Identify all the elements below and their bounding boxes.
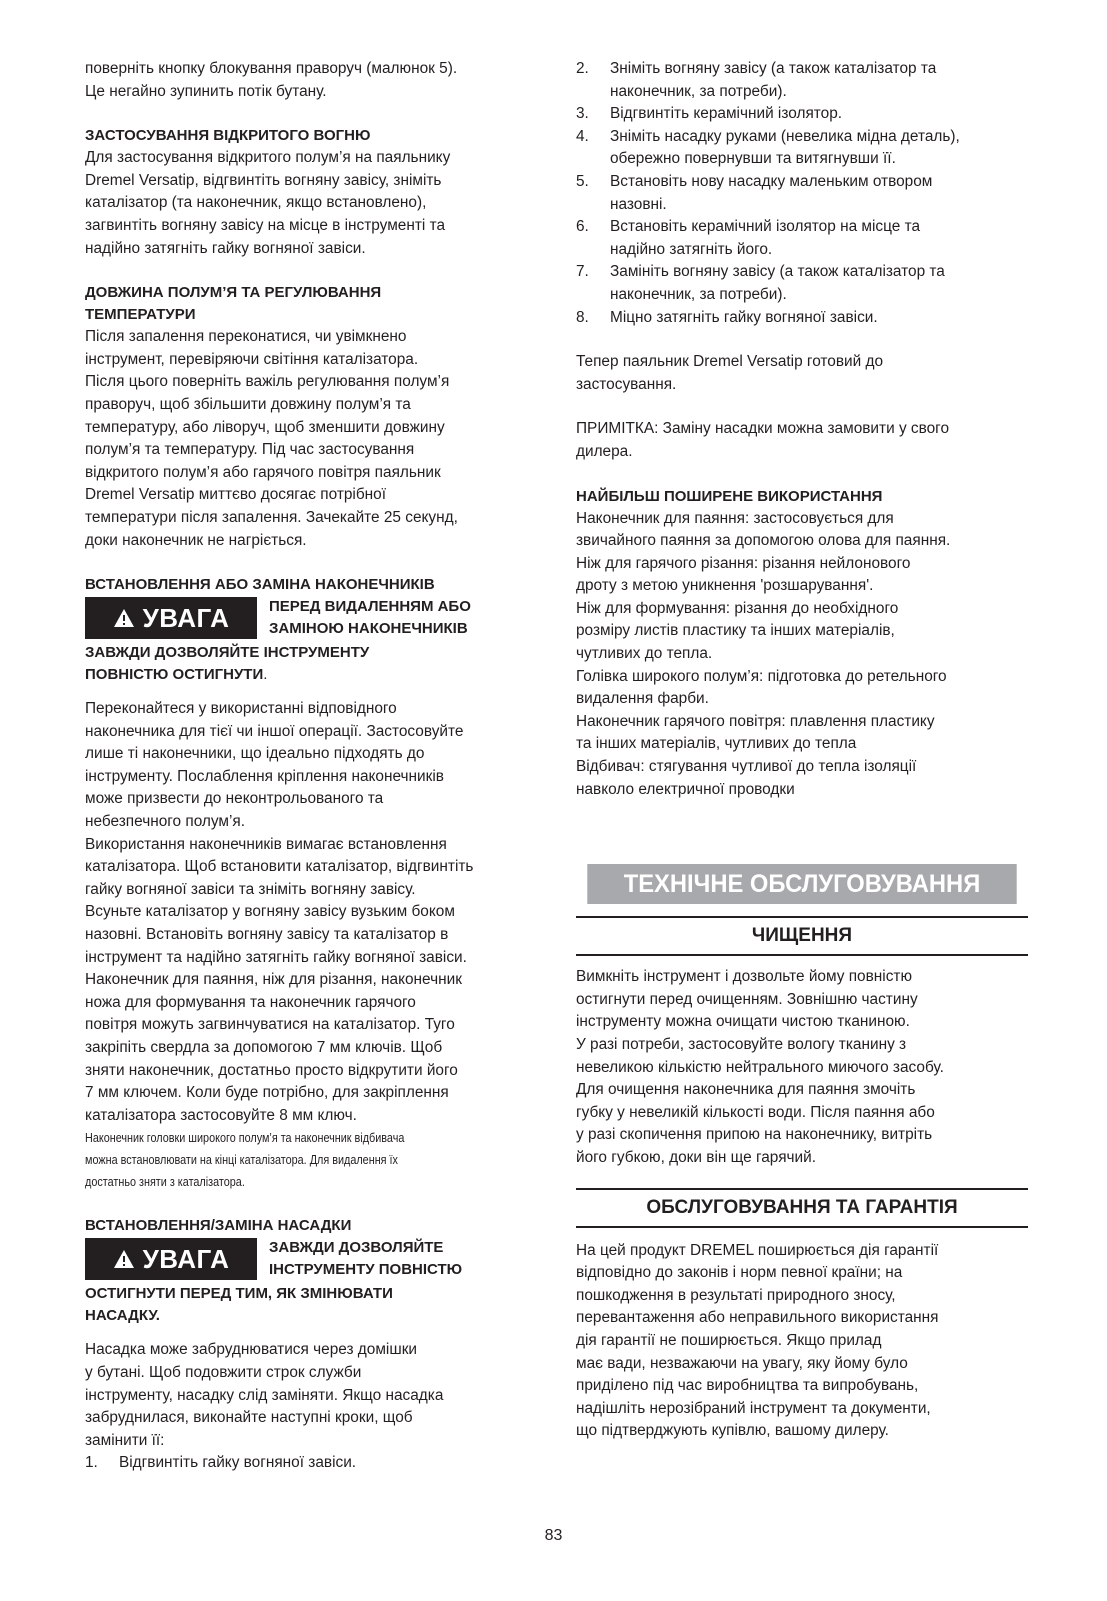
note-line: дилера.	[576, 442, 633, 460]
text-line: інструменту. Послаблення кріплення наконечників	[85, 767, 444, 785]
text-line: інструмент та надійно затягніть гайку вогняної завіси.	[85, 948, 467, 966]
text-line: Насадка може забруднюватися через домішки	[85, 1341, 418, 1359]
text-line: Всуньте каталізатор у вогняну завісу вузьким боком	[85, 903, 455, 921]
heading-flame-length: ДОВЖИНА ПОЛУМ’Я ТА РЕГУЛЮВАННЯ	[85, 284, 382, 302]
heading-flame-length: ТЕМПЕРАТУРИ	[85, 306, 196, 324]
text-line: приділено під час виробництва та випробувань,	[576, 1377, 919, 1395]
list-item	[576, 103, 1028, 126]
step-text-line: назовні.	[610, 195, 667, 213]
step-text-line: Встановіть керамічний ізолятор на місце та	[610, 218, 921, 236]
warning-triangle-icon	[113, 1249, 135, 1269]
text-line: Використання наконечників вимагає встановлення	[85, 835, 447, 853]
list-item	[576, 307, 1028, 330]
text-line: його губкою, доки він ще гарячий.	[576, 1148, 817, 1166]
small-note-line: достатньо зняти з каталізатора.	[85, 1175, 245, 1190]
warning-text-last: ПОВНІСТЮ ОСТИГНУТИ.	[85, 666, 268, 684]
text-line: закріпіть свердла за допомогою 7 мм ключів. Щоб	[85, 1039, 443, 1056]
text-line: доки наконечник не нагріється.	[85, 531, 307, 549]
warning-text: ЗАМІНОЮ НАКОНЕЧНИКІВ	[269, 620, 468, 638]
text-line: навколо електричної проводки	[576, 780, 795, 798]
warning-badge	[85, 1238, 257, 1280]
step-number: 4.	[576, 127, 589, 145]
warning-text: ЗАВЖДИ ДОЗВОЛЯЙТЕ	[269, 1239, 444, 1257]
text-line: наконечника для тієї чи іншої операції. Застосовуйте	[85, 722, 464, 740]
warning-text: ОСТИГНУТИ ПЕРЕД ТИМ, ЯК ЗМІНЮВАТИ	[85, 1285, 393, 1303]
steps-list	[576, 58, 1028, 329]
text-line: полум’я та температуру. Під час застосування	[85, 441, 415, 459]
text-line: зняти наконечник, достатньо просто відкрутити його	[85, 1061, 458, 1079]
text-line: каталізатора. Щоб встановити каталізатор, відгвинтіть	[85, 858, 474, 876]
steps-list	[85, 1452, 530, 1475]
text-line: забруднилася, виконайте наступні кроки, щоб	[85, 1409, 413, 1427]
text-line: інструменту можна очищати чистою тканиною.	[576, 1013, 910, 1031]
text-line: чутливих до тепла.	[576, 645, 713, 663]
step-text: Відгвинтіть гайку вогняної завіси.	[119, 1454, 357, 1472]
warning-triangle-icon	[113, 608, 135, 628]
text-line: Наконечник гарячого повітря: плавлення пластику	[576, 712, 935, 730]
text-line: Ніж для гарячого різання: різання нейлонового	[576, 554, 911, 572]
text-line: перевантаження або неправильного використання	[576, 1309, 939, 1327]
step-number: 6.	[576, 218, 589, 236]
step-text-line: наконечник, за потреби).	[610, 82, 787, 100]
text-line: остигнути перед очищенням. Зовнішню частину	[576, 990, 918, 1008]
text-line: Голівка широкого полум’я: підготовка до ретельного	[576, 667, 947, 685]
warning-label: УВАГА	[142, 1244, 230, 1275]
heading-warranty: ОБСЛУГОВУВАННЯ ТА ГАРАНТІЯ	[576, 1188, 1028, 1228]
warning-block	[85, 596, 530, 642]
text-line: відповідно до законів і норм певної країни; на	[576, 1264, 903, 1282]
warning-text-last: НАСАДКУ.	[85, 1307, 160, 1325]
text-line: має вади, незважаючи на увагу, яку йому було	[576, 1354, 908, 1372]
small-note-line: Наконечник головки широкого полум’я та наконечник відбивача	[85, 1131, 405, 1146]
text-line: каталізатор (та наконечник, якщо встановлено),	[85, 194, 427, 212]
text-line: відкритого полум’я або гарячого повітря паяльник	[85, 463, 441, 481]
text-line: ножа для формування та наконечник гарячого	[85, 993, 416, 1011]
text-line: інструменту, насадку слід заміняти. Якщо насадка	[85, 1386, 444, 1404]
text-line: замінити її:	[85, 1431, 165, 1449]
text-line: У разі потреби, застосовуйте вологу тканину з	[576, 1036, 907, 1053]
text-line: губку у невеликій кількості води. Після паяння або	[576, 1103, 935, 1121]
step-number: 7.	[576, 263, 589, 281]
heading-open-flame: ЗАСТОСУВАННЯ ВІДКРИТОГО ВОГНЮ	[85, 127, 371, 145]
warning-block	[85, 1237, 530, 1283]
left-column	[85, 58, 530, 1475]
step-text-line: Відгвинтіть керамічний ізолятор.	[610, 105, 843, 123]
text-line: пошкодження в результаті природного зносу,	[576, 1286, 896, 1304]
step-text	[610, 261, 945, 306]
heading-nozzle: ВСТАНОВЛЕННЯ/ЗАМІНА НАСАДКИ	[85, 1217, 352, 1235]
text-line: лише ті наконечники, що ідеально підходять до	[85, 745, 425, 763]
text-line: застосування.	[576, 375, 677, 393]
text-line: Тепер паяльник Dremel Versatip готовий до	[576, 353, 884, 371]
step-text	[610, 58, 936, 103]
heading-cleaning: ЧИЩЕННЯ	[576, 916, 1028, 956]
text-line: видалення фарби.	[576, 690, 709, 708]
text-line: дроту з метою уникнення 'розшарування'.	[576, 577, 874, 595]
step-number: 5.	[576, 172, 589, 190]
text-line: На цей продукт DREMEL поширюється дія гарантії	[576, 1241, 939, 1259]
text-line: Вимкніть інструмент і дозвольте йому повністю	[576, 968, 912, 986]
note-line: ПРИМІТКА: Заміну насадки можна замовити у свого	[576, 420, 950, 438]
step-text	[610, 307, 878, 330]
text-line: невеликою кількістю нейтрального миючого засобу.	[576, 1058, 944, 1076]
text-line: температуру, або ліворуч, щоб зменшити довжину	[85, 418, 445, 436]
intro-line: Це негайно зупинить потік бутану.	[85, 82, 327, 100]
text-line: праворуч, щоб збільшити довжину полум’я та	[85, 395, 411, 413]
text-line: Dremel Versatip миттєво досягає потрібної	[85, 486, 386, 504]
text-line: Наконечник для паяння, ніж для різання, наконечник	[85, 971, 462, 989]
warning-badge	[85, 597, 257, 639]
list-item	[576, 126, 1028, 171]
step-text	[610, 103, 842, 126]
text-line: Dremel Versatip, відгвинтіть вогняну завісу, зніміть	[85, 171, 442, 189]
warning-text: ПЕРЕД ВИДАЛЕННЯМ АБО	[269, 598, 471, 616]
page-number: 83	[544, 1527, 563, 1544]
text-line: 7 мм ключем. Коли буде потрібно, для закріплення	[85, 1084, 449, 1102]
text-line: у разі скопичення припою на наконечнику, витріть	[576, 1126, 933, 1144]
text-line: та інших матеріалів, чутливих до тепла	[576, 735, 857, 753]
text-line: Ніж для формування: різання до необхідного	[576, 599, 899, 617]
text-line: розміру листів пластику та інших матеріалів,	[576, 622, 895, 640]
step-text-line: наконечник, за потреби).	[610, 285, 787, 303]
text-line: Для застосування відкритого полум’я на паяльнику	[85, 149, 451, 167]
text-line: небезпечного полум’я.	[85, 813, 246, 831]
step-text-line: обережно повернувши та витягнувши її.	[610, 150, 896, 168]
list-item	[576, 58, 1028, 103]
text-line: Відбивач: стягування чутливої до тепла ізоляції	[576, 758, 917, 776]
text-line: інструмент, перевіряючи світіння каталізатора.	[85, 350, 419, 368]
heading-common-uses: НАЙБІЛЬШ ПОШИРЕНЕ ВИКОРИСТАННЯ	[576, 487, 883, 505]
text-line: назовні. Встановіть вогняну завісу та каталізатор в	[85, 926, 449, 944]
text-line: у бутані. Щоб подовжити строк служби	[85, 1363, 362, 1381]
intro-line: поверніть кнопку блокування праворуч (малюнок 5).	[85, 60, 458, 77]
text-line: температури після запалення. Зачекайте 25 секунд,	[85, 508, 458, 526]
text-line: Для очищення наконечника для паяння змочіть	[576, 1081, 916, 1099]
heading-tips-install: ВСТАНОВЛЕННЯ АБО ЗАМІНА НАКОНЕЧНИКІВ	[85, 576, 435, 594]
text-line: звичайного паяння за допомогою олова для паяння.	[576, 532, 951, 550]
step-number: 8.	[576, 308, 589, 326]
text-line: гайку вогняної завіси та зніміть вогняну завісу.	[85, 880, 416, 898]
list-item	[85, 1452, 530, 1475]
step-text	[610, 216, 920, 261]
text-line: дія гарантії не поширюється. Якщо прилад	[576, 1331, 882, 1349]
text-line: надішліть нерозібраний інструмент та документи,	[576, 1399, 931, 1417]
step-text-line: Міцно затягніть гайку вогняної завіси.	[610, 308, 878, 326]
step-text-line: Встановіть нову насадку маленьким отвором	[610, 172, 933, 190]
text-line: може призвести до неконтрольованого та	[85, 790, 384, 808]
step-text	[610, 126, 960, 171]
step-text-line: Замініть вогняну завісу (а також каталізатор та	[610, 263, 945, 281]
step-text-line: надійно затягніть його.	[610, 240, 773, 258]
list-item	[576, 216, 1028, 261]
right-column	[576, 58, 1028, 1443]
small-note-line: можна встановлювати на кінці каталізатора. Для видалення їх	[85, 1153, 398, 1168]
list-item	[576, 261, 1028, 306]
list-item	[576, 171, 1028, 216]
maintenance-banner: ТЕХНІЧНЕ ОБСЛУГОВУВАННЯ	[587, 864, 1016, 904]
step-text	[610, 171, 932, 216]
step-number: 1.	[85, 1454, 98, 1472]
warning-label: УВАГА	[142, 602, 230, 633]
text-line: Після запалення переконатися, чи увімкнено	[85, 328, 407, 346]
text-line: Після цього поверніть важіль регулювання полум’я	[85, 373, 450, 391]
text-line: надійно затягніть гайку вогняної завіси.	[85, 239, 366, 257]
text-line: Переконайтеся у використанні відповідного	[85, 700, 397, 718]
step-number: 3.	[576, 105, 589, 123]
text-line: загвинтіть вогняну завісу на місце в інструменті та	[85, 216, 446, 234]
text-line: що підтверджують купівлю, вашому дилеру.	[576, 1422, 889, 1440]
step-text-line: Зніміть вогняну завісу (а також каталізатор та	[610, 60, 937, 77]
text-line: каталізатора застосовуйте 8 мм ключ.	[85, 1106, 357, 1124]
warning-text: ЗАВЖДИ ДОЗВОЛЯЙТЕ ІНСТРУМЕНТУ	[85, 644, 370, 662]
text-line: повітря можуть загвинчуватися на каталізатор. Туго	[85, 1016, 455, 1034]
step-text-line: Зніміть насадку руками (невелика мідна деталь),	[610, 127, 960, 145]
text-line: Наконечник для паяння: застосовується для	[576, 509, 894, 527]
warning-text: ІНСТРУМЕНТУ ПОВНІСТЮ	[269, 1261, 463, 1279]
step-number: 2.	[576, 60, 589, 77]
